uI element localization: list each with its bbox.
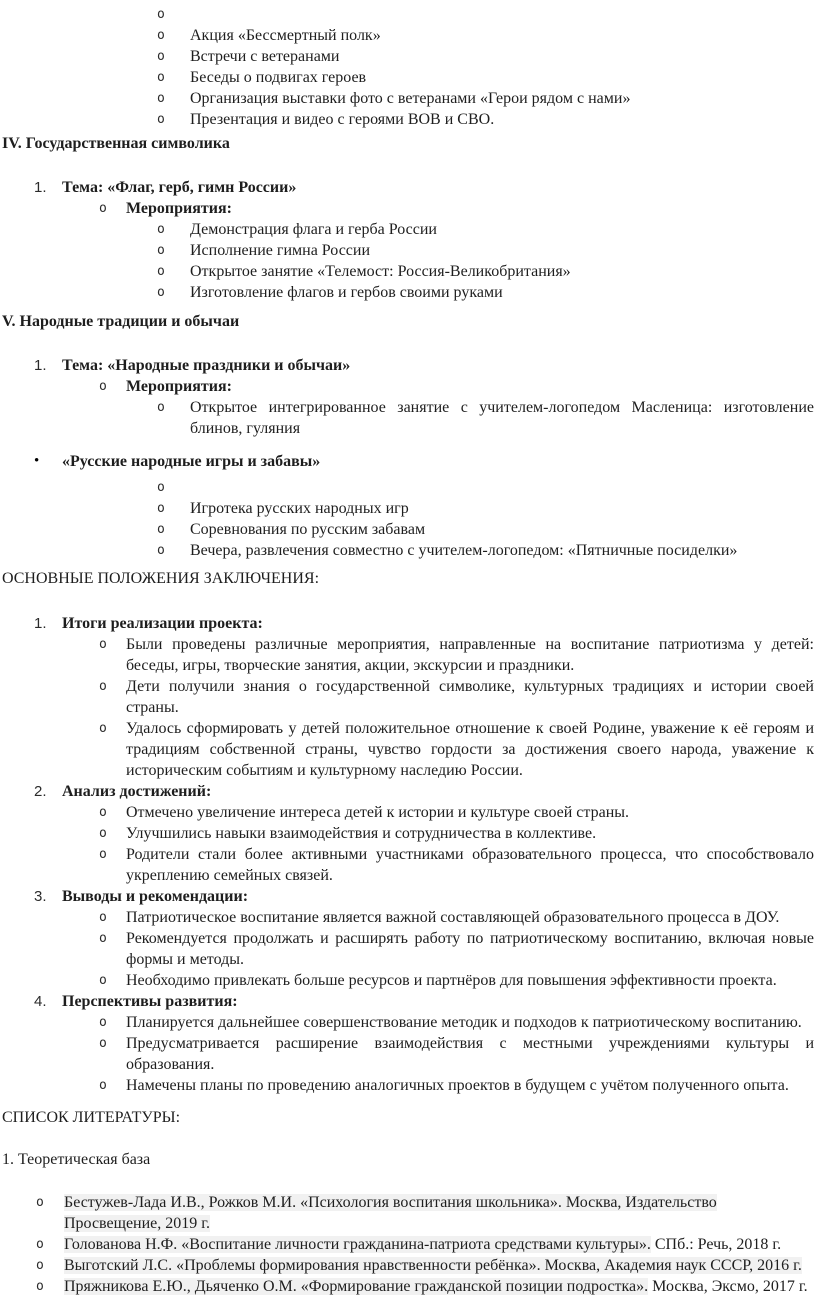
circle-bullet-icon: o bbox=[157, 28, 165, 43]
circle-bullet-icon: o bbox=[99, 910, 107, 925]
point-row bbox=[0, 1033, 816, 1075]
list-number: 1. bbox=[34, 615, 47, 632]
list-item bbox=[0, 282, 816, 303]
point-text: Улучшились навыки взаимодействия и сотрудничества в коллективе. bbox=[126, 825, 597, 842]
circle-bullet-icon: o bbox=[36, 1279, 44, 1294]
point-row bbox=[0, 802, 816, 823]
bibliography-item bbox=[0, 1192, 816, 1234]
list-item bbox=[0, 88, 816, 109]
conclusion-list bbox=[0, 613, 816, 1096]
point-text: Планируется дальнейшее совершенствование методик и подходов к патриотическому воспитанию. bbox=[126, 1014, 802, 1031]
topic-title: Тема: «Народные праздники и обычаи» bbox=[62, 357, 351, 374]
circle-bullet-icon: o bbox=[99, 201, 107, 216]
list-item bbox=[0, 477, 816, 498]
point-text: Удалось сформировать у детей положительное отношение к своей Родине, уважение к её героям и традициям собственной страны, чувство гордости за достижения своего народа, уважение к историческим событиям и культурному наследию России. bbox=[126, 720, 814, 779]
events-label-row bbox=[0, 376, 816, 397]
point-text: Необходимо привлекать больше ресурсов и партнёров для повышения эффективности проекта. bbox=[126, 972, 777, 989]
circle-bullet-icon: o bbox=[99, 826, 107, 841]
circle-bullet-icon: o bbox=[157, 285, 165, 300]
circle-bullet-icon: o bbox=[157, 501, 165, 516]
circle-bullet-icon: o bbox=[157, 400, 165, 415]
list-item bbox=[0, 109, 816, 130]
top-bullet-list bbox=[0, 0, 816, 130]
list-number: 1. bbox=[34, 179, 47, 196]
bib-highlighted-text: Выготский Л.С. «Проблемы формирования нравственности ребёнка». Москва, Академия наук СССР, 2016 г. bbox=[64, 1257, 802, 1274]
point-text: Намечены планы по проведению аналогичных проектов в будущем с учётом полученного опыта. bbox=[126, 1077, 789, 1094]
circle-bullet-icon: o bbox=[157, 543, 165, 558]
list-item-text: Игротека русских народных игр bbox=[190, 500, 409, 517]
list-item bbox=[0, 67, 816, 88]
bibliography-item bbox=[0, 1255, 816, 1276]
circle-bullet-icon: o bbox=[99, 805, 107, 820]
list-item-text: Встречи с ветеранами bbox=[190, 48, 340, 65]
circle-bullet-icon: o bbox=[157, 70, 165, 85]
conclusion-item-title: Перспективы развития: bbox=[62, 993, 238, 1010]
list-number: 4. bbox=[34, 993, 47, 1010]
games-list bbox=[0, 477, 816, 561]
circle-bullet-icon: o bbox=[99, 721, 107, 736]
circle-bullet-icon: o bbox=[157, 480, 165, 495]
list-item bbox=[0, 25, 816, 46]
numbered-item bbox=[0, 781, 816, 802]
circle-bullet-icon: o bbox=[157, 243, 165, 258]
circle-bullet-icon: o bbox=[157, 222, 165, 237]
point-row bbox=[0, 844, 816, 886]
conclusion-item-title: Анализ достижений: bbox=[62, 783, 212, 800]
circle-bullet-icon: o bbox=[157, 49, 165, 64]
list-number: 2. bbox=[34, 783, 47, 800]
point-text: Были проведены различные мероприятия, направленные на воспитание патриотизма у детей: беседы, игры, творческие занятия, акции, экскурсии и праздники. bbox=[126, 636, 814, 674]
list-item bbox=[0, 498, 816, 519]
point-row bbox=[0, 718, 816, 781]
point-row bbox=[0, 1075, 816, 1096]
list-item-text: Соревнования по русским забавам bbox=[190, 521, 426, 538]
point-row bbox=[0, 907, 816, 928]
bibliography-subheading: 1. Теоретическая база bbox=[2, 1151, 151, 1168]
section-heading-iv: IV. Государственная символика bbox=[2, 135, 230, 152]
circle-bullet-icon: o bbox=[99, 637, 107, 652]
list-item bbox=[0, 261, 816, 282]
bibliography-list bbox=[0, 1192, 816, 1297]
numbered-item bbox=[0, 991, 816, 1012]
point-row bbox=[0, 676, 816, 718]
numbered-item bbox=[0, 177, 816, 198]
circle-bullet-icon: o bbox=[99, 1078, 107, 1093]
events-label: Мероприятия: bbox=[126, 200, 232, 217]
circle-bullet-icon: o bbox=[157, 522, 165, 537]
circle-bullet-icon: o bbox=[99, 679, 107, 694]
point-row bbox=[0, 823, 816, 844]
list-item-text: Организация выставки фото с ветеранами «Герои рядом с нами» bbox=[190, 90, 631, 107]
list-number: 1. bbox=[34, 357, 47, 374]
circle-bullet-icon: o bbox=[157, 264, 165, 279]
point-text: Отмечено увеличение интереса детей к истории и культуре своей страны. bbox=[126, 804, 629, 821]
list-item bbox=[0, 540, 816, 561]
games-title: «Русские народные игры и забавы» bbox=[62, 453, 321, 470]
circle-bullet-icon: o bbox=[99, 1036, 107, 1051]
point-row bbox=[0, 928, 816, 970]
circle-bullet-icon: o bbox=[157, 7, 165, 22]
conclusion-item-title: Итоги реализации проекта: bbox=[62, 615, 263, 632]
list-item-text: Вечера, развлечения совместно с учителем-логопедом: «Пятничные посиделки» bbox=[190, 542, 738, 559]
list-item bbox=[0, 4, 816, 25]
circle-bullet-icon: o bbox=[99, 847, 107, 862]
list-item-text: Презентация и видео с героями ВОВ и СВО. bbox=[190, 111, 495, 128]
point-text: Предусматривается расширение взаимодействия с местными учреждениями культуры и образования. bbox=[126, 1035, 814, 1073]
conclusion-item-title: Выводы и рекомендации: bbox=[62, 888, 249, 905]
point-row bbox=[0, 1012, 816, 1033]
point-text: Патриотическое воспитание является важной составляющей образовательного процесса в ДОУ. bbox=[126, 909, 780, 926]
event-paragraph: Открытое интегрированное занятие с учителем-логопедом Масленица: изготовление блинов, гуляния bbox=[190, 399, 814, 437]
point-text: Родители стали более активными участниками образовательного процесса, что способствовало укреплению семейных связей. bbox=[126, 846, 814, 884]
bib-plain-text: СПб.: Речь, 2018 г. bbox=[650, 1236, 782, 1253]
disc-bullet-icon: • bbox=[34, 453, 40, 469]
numbered-item bbox=[0, 886, 816, 907]
list-item bbox=[0, 240, 816, 261]
bibliography-heading: СПИСОК ЛИТЕРАТУРЫ: bbox=[2, 1109, 181, 1126]
list-item bbox=[0, 519, 816, 540]
events-list bbox=[0, 219, 816, 303]
list-item-text: Демонстрация флага и герба России bbox=[190, 221, 437, 238]
numbered-item bbox=[0, 355, 816, 376]
point-row bbox=[0, 970, 816, 991]
list-item-text: Исполнение гимна России bbox=[190, 242, 371, 259]
topic-title: Тема: «Флаг, герб, гимн России» bbox=[62, 179, 297, 196]
bib-highlighted-text: Пряжникова Е.Ю., Дьяченко О.М. «Формирование гражданской позиции подростка». bbox=[64, 1278, 649, 1295]
point-text: Рекомендуется продолжать и расширять работу по патриотическому воспитанию, включая новые формы и методы. bbox=[126, 930, 814, 968]
list-item-text: Открытое занятие «Телемост: Россия-Великобритания» bbox=[190, 263, 571, 280]
point-text: Дети получили знания о государственной символике, культурных традициях и истории своей страны. bbox=[126, 678, 814, 716]
list-item-text: Акция «Бессмертный полк» bbox=[190, 27, 381, 44]
point-row bbox=[0, 634, 816, 676]
list-item bbox=[0, 46, 816, 67]
list-item-text: Беседы о подвигах героев bbox=[190, 69, 367, 86]
event-paragraph-row bbox=[0, 397, 816, 439]
circle-bullet-icon: o bbox=[99, 1015, 107, 1030]
bibliography-item bbox=[0, 1234, 816, 1255]
circle-bullet-icon: o bbox=[36, 1195, 44, 1210]
section-heading-v: V. Народные традиции и обычаи bbox=[2, 313, 240, 330]
events-label-row bbox=[0, 198, 816, 219]
list-item bbox=[0, 219, 816, 240]
circle-bullet-icon: o bbox=[36, 1237, 44, 1252]
circle-bullet-icon: o bbox=[99, 973, 107, 988]
bib-plain-text: Москва, Эксмо, 2017 г. bbox=[648, 1278, 808, 1295]
circle-bullet-icon: o bbox=[99, 379, 107, 394]
bib-highlighted-text: Голованова Н.Ф. «Воспитание личности гражданина-патриота средствами культуры». bbox=[64, 1236, 651, 1253]
numbered-item bbox=[0, 613, 816, 634]
circle-bullet-icon: o bbox=[157, 91, 165, 106]
list-item-text: Изготовление флагов и гербов своими руками bbox=[190, 284, 503, 301]
events-label: Мероприятия: bbox=[126, 378, 232, 395]
games-title-row bbox=[0, 451, 816, 472]
bib-highlighted-text: Бестужев-Лада И.В., Рожков М.И. «Психология воспитания школьника». Москва, Издательство Просвещение, 2019 г. bbox=[64, 1194, 717, 1232]
circle-bullet-icon: o bbox=[157, 112, 165, 127]
circle-bullet-icon: o bbox=[99, 931, 107, 946]
circle-bullet-icon: o bbox=[36, 1258, 44, 1273]
bibliography-item bbox=[0, 1276, 816, 1297]
conclusion-heading: ОСНОВНЫЕ ПОЛОЖЕНИЯ ЗАКЛЮЧЕНИЯ: bbox=[2, 570, 320, 587]
list-number: 3. bbox=[34, 888, 47, 905]
